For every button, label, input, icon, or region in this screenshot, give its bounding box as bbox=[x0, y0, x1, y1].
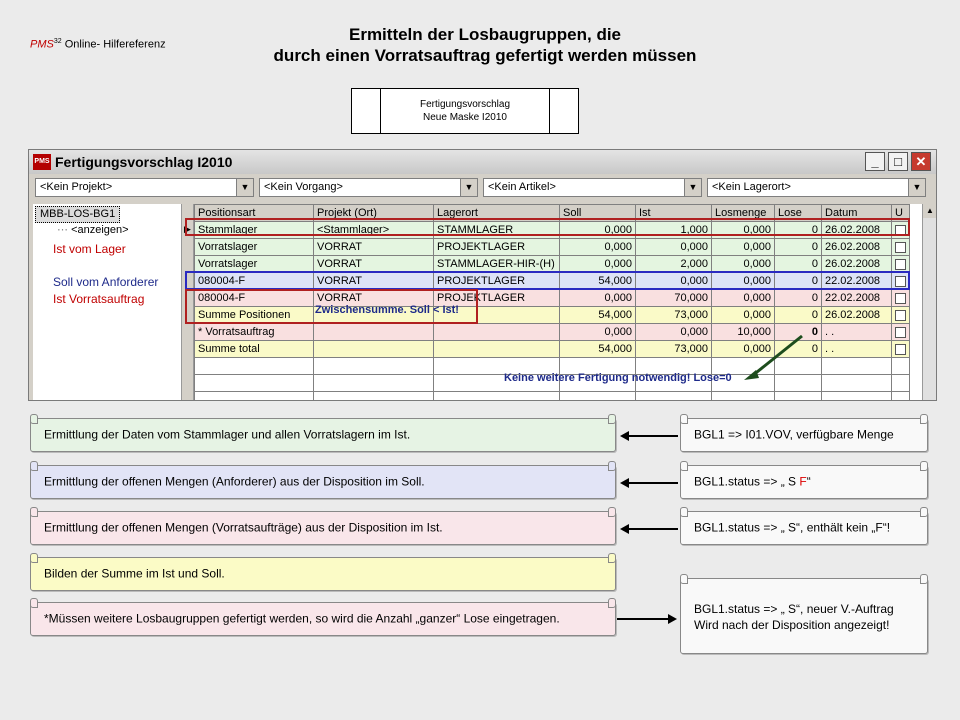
cell-ist[interactable]: 0,000 bbox=[636, 239, 712, 256]
cell-soll[interactable]: 0,000 bbox=[560, 290, 636, 307]
mask-reference-note bbox=[351, 88, 579, 134]
help-reference-label bbox=[30, 38, 166, 51]
cell-lagerort[interactable]: STAMMLAGER-HIR-(H) bbox=[434, 256, 560, 273]
cell-positionsart[interactable]: Summe Positionen bbox=[195, 307, 314, 324]
note-divider-left bbox=[380, 89, 381, 133]
project-select-value: <Kein Projekt> bbox=[40, 181, 113, 193]
cell-u[interactable] bbox=[892, 341, 910, 358]
cell-lagerort[interactable]: STAMMLAGER bbox=[434, 222, 560, 239]
column-header[interactable]: Datum bbox=[822, 205, 892, 222]
tree-child-node[interactable]: ⋯ <anzeigen> bbox=[57, 224, 129, 236]
cell-losmenge[interactable]: 0,000 bbox=[712, 307, 775, 324]
brand-rest: Online- Hilfereferenz bbox=[61, 38, 166, 51]
window-title: Fertigungsvorschlag I2010 bbox=[55, 154, 233, 170]
minimize-button[interactable]: _ bbox=[865, 152, 885, 171]
page-title-line1: Ermitteln der Losbaugruppen, die bbox=[348, 25, 622, 44]
row-checkbox[interactable] bbox=[895, 242, 906, 253]
cell-lose[interactable]: 0 bbox=[775, 307, 822, 324]
note-text: BGL1.status => „ S“, enthält kein „F“! bbox=[694, 520, 891, 535]
maximize-button[interactable]: □ bbox=[888, 152, 908, 171]
highlight-outline-soll bbox=[185, 271, 910, 290]
cell-lose[interactable]: 0 bbox=[775, 256, 822, 273]
arrow-right-icon bbox=[617, 618, 669, 620]
cell-datum[interactable]: 22.02.2008 bbox=[822, 273, 892, 290]
cell-ist[interactable]: 0,000 bbox=[636, 324, 712, 341]
filter-bar bbox=[29, 177, 936, 199]
cell-positionsart[interactable]: Summe total bbox=[195, 341, 314, 358]
cell-projekt[interactable]: <Stammlager> bbox=[314, 222, 434, 239]
page-title-line2: durch einen Vorratsauftrag gefertigt werden müssen bbox=[273, 46, 697, 65]
note-card-requirements bbox=[30, 465, 616, 499]
process-select[interactable] bbox=[259, 178, 478, 197]
note-text: Bilden der Summe im Ist und Soll. bbox=[44, 566, 225, 581]
tree-root-node[interactable]: MBB-LOS-BG1 bbox=[35, 206, 120, 223]
cell-soll[interactable]: 54,000 bbox=[560, 307, 636, 324]
article-select-value: <Kein Artikel> bbox=[488, 181, 556, 193]
cell-losmenge[interactable]: 0,000 bbox=[712, 290, 775, 307]
vertical-scrollbar[interactable] bbox=[922, 204, 937, 400]
cell-losmenge[interactable]: 10,000 bbox=[712, 324, 775, 341]
tree-child-label: <anzeigen> bbox=[71, 224, 129, 236]
note-text bbox=[694, 475, 811, 490]
note-card-lots bbox=[30, 602, 616, 636]
cell-lose[interactable]: 0 bbox=[775, 239, 822, 256]
row-checkbox[interactable] bbox=[895, 310, 906, 321]
note-text: Ermittlung der offenen Mengen (Vorratsaufträge) aus der Disposition im Ist. bbox=[44, 520, 443, 535]
article-select[interactable] bbox=[483, 178, 702, 197]
arrow-left-icon bbox=[628, 528, 678, 530]
storage-location-select[interactable] bbox=[707, 178, 926, 197]
brand-superscript: 32 bbox=[53, 38, 62, 45]
highlight-outline-lager bbox=[185, 218, 910, 236]
app-icon: PMS bbox=[33, 154, 51, 170]
cell-ist[interactable]: 73,000 bbox=[636, 307, 712, 324]
annotation-arrow-icon bbox=[740, 330, 810, 382]
cell-u[interactable] bbox=[892, 239, 910, 256]
column-header[interactable]: Soll bbox=[560, 205, 636, 222]
note-text: *Müssen weitere Losbaugruppen gefertigt werden, so wird die Anzahl „ganzer“ Lose eingetragen. bbox=[44, 611, 560, 626]
status-text-a: BGL1.status => „ S bbox=[694, 474, 800, 489]
row-checkbox[interactable] bbox=[895, 327, 906, 338]
note-text: BGL1 => I01.VOV, verfügbare Menge bbox=[694, 427, 894, 442]
cell-ist[interactable]: 73,000 bbox=[636, 341, 712, 358]
cell-lagerort[interactable]: PROJEKTLAGER bbox=[434, 290, 560, 307]
cell-u[interactable] bbox=[892, 307, 910, 324]
note-text-line1: BGL1.status => „ S“, neuer V.-Auftrag bbox=[694, 602, 894, 616]
window-titlebar[interactable] bbox=[29, 150, 936, 174]
status-text-c: “ bbox=[806, 474, 811, 489]
cell-datum[interactable]: . . bbox=[822, 324, 892, 341]
cell-losmenge[interactable]: 0,000 bbox=[712, 273, 775, 290]
current-row-pointer-icon: ▶ bbox=[184, 224, 191, 234]
cell-positionsart[interactable]: 080004-F bbox=[195, 290, 314, 307]
row-checkbox[interactable] bbox=[895, 344, 906, 355]
cell-lagerort[interactable]: PROJEKTLAGER bbox=[434, 273, 560, 290]
cell-projekt[interactable] bbox=[314, 324, 434, 341]
note-text: Ermittlung der offenen Mengen (Anforderer) aus der Disposition im Soll. bbox=[44, 474, 425, 489]
column-header[interactable]: Lose bbox=[775, 205, 822, 222]
cell-soll[interactable]: 0,000 bbox=[560, 256, 636, 273]
note-card-sum bbox=[30, 557, 616, 591]
label-ist-vorratsauftrag: Ist Vorratsauftrag bbox=[53, 292, 145, 306]
cell-positionsart[interactable]: Vorratslager bbox=[195, 256, 314, 273]
cell-projekt[interactable]: VORRAT bbox=[314, 273, 434, 290]
cell-ist[interactable]: 70,000 bbox=[636, 290, 712, 307]
cell-lagerort[interactable] bbox=[434, 341, 560, 358]
cell-lagerort[interactable] bbox=[434, 324, 560, 341]
table-row[interactable] bbox=[195, 239, 910, 256]
cell-projekt[interactable] bbox=[314, 341, 434, 358]
label-ist-vom-lager: Ist vom Lager bbox=[53, 242, 126, 256]
subtotal-annotation: Zwischensumme. Soll < Ist! bbox=[315, 304, 459, 316]
cell-projekt[interactable]: VORRAT bbox=[314, 256, 434, 273]
chevron-down-icon[interactable]: ▼ bbox=[684, 179, 701, 196]
arrow-left-icon bbox=[628, 435, 678, 437]
cell-positionsart[interactable]: 080004-F bbox=[195, 273, 314, 290]
table-row-empty[interactable] bbox=[195, 392, 910, 402]
cell-ist[interactable]: 1,000 bbox=[636, 222, 712, 239]
cell-soll[interactable]: 0,000 bbox=[560, 324, 636, 341]
arrow-left-icon bbox=[628, 482, 678, 484]
mask-note-line1: Fertigungsvorschlag bbox=[419, 99, 511, 110]
column-header[interactable]: U bbox=[892, 205, 910, 222]
label-soll-vom-anforderer: Soll vom Anforderer bbox=[53, 275, 159, 289]
cell-lose[interactable]: 0 bbox=[775, 273, 822, 290]
cell-soll[interactable]: 0,000 bbox=[560, 239, 636, 256]
no-production-annotation: Keine weitere Fertigung notwendig! Lose=0 bbox=[504, 372, 732, 384]
chevron-down-icon[interactable]: ▼ bbox=[908, 179, 925, 196]
note-text: Ermittlung der Daten vom Stammlager und allen Vorratslagern im Ist. bbox=[44, 427, 411, 442]
note-card-bgl1-new-order bbox=[680, 578, 928, 654]
cell-lose[interactable]: 0 bbox=[775, 290, 822, 307]
cell-u[interactable] bbox=[892, 290, 910, 307]
cell-datum[interactable]: 26.02.2008 bbox=[822, 239, 892, 256]
cell-soll[interactable]: 54,000 bbox=[560, 341, 636, 358]
cell-ist[interactable]: 2,000 bbox=[636, 256, 712, 273]
cell-projekt[interactable]: VORRAT bbox=[314, 239, 434, 256]
note-card-stock-orders bbox=[30, 511, 616, 545]
storage-location-select-value: <Kein Lagerort> bbox=[712, 181, 791, 193]
close-button[interactable]: ✕ bbox=[911, 152, 931, 171]
cell-losmenge[interactable]: 0,000 bbox=[712, 239, 775, 256]
note-card-stock bbox=[30, 418, 616, 452]
note-card-bgl1-status-s bbox=[680, 511, 928, 545]
cell-positionsart[interactable]: * Vorratsauftrag bbox=[195, 324, 314, 341]
cell-ist[interactable]: 0,000 bbox=[636, 273, 712, 290]
column-header[interactable]: Lagerort bbox=[434, 205, 560, 222]
note-card-bgl1-status-sf bbox=[680, 465, 928, 499]
note-divider-right bbox=[549, 89, 550, 133]
cell-u[interactable] bbox=[892, 324, 910, 341]
cell-projekt[interactable]: VORRAT bbox=[314, 290, 434, 307]
cell-lose[interactable]: 0 bbox=[775, 324, 822, 341]
assembly-tree bbox=[33, 204, 181, 400]
chevron-down-icon[interactable]: ▼ bbox=[236, 179, 253, 196]
note-text-line2: Wird nach der Disposition angezeigt! bbox=[694, 618, 890, 632]
status-text-f: F bbox=[799, 474, 807, 489]
chevron-down-icon[interactable]: ▼ bbox=[460, 179, 477, 196]
cell-datum[interactable]: 26.02.2008 bbox=[822, 222, 892, 239]
column-header[interactable]: Projekt (Ort) bbox=[314, 205, 434, 222]
column-header[interactable]: Ist bbox=[636, 205, 712, 222]
cell-losmenge[interactable]: 0,000 bbox=[712, 256, 775, 273]
cell-losmenge[interactable]: 0,000 bbox=[712, 222, 775, 239]
cell-datum[interactable]: . . bbox=[822, 341, 892, 358]
brand-name: PMS bbox=[30, 38, 54, 51]
cell-lose[interactable]: 0 bbox=[775, 222, 822, 239]
row-checkbox[interactable] bbox=[895, 259, 906, 270]
row-checkbox[interactable] bbox=[895, 293, 906, 304]
cell-positionsart[interactable]: Vorratslager bbox=[195, 239, 314, 256]
cell-soll[interactable]: 0,000 bbox=[560, 222, 636, 239]
cell-lagerort[interactable]: PROJEKTLAGER bbox=[434, 239, 560, 256]
cell-soll[interactable]: 54,000 bbox=[560, 273, 636, 290]
cell-datum[interactable]: 22.02.2008 bbox=[822, 290, 892, 307]
mask-note-line2: Neue Maske I2010 bbox=[423, 112, 507, 123]
project-select[interactable] bbox=[35, 178, 254, 197]
scroll-up-icon[interactable]: ▲ bbox=[923, 204, 937, 218]
column-header[interactable]: Losmenge bbox=[712, 205, 775, 222]
column-header[interactable]: Positionsart bbox=[195, 205, 314, 222]
cell-u[interactable] bbox=[892, 256, 910, 273]
cell-losmenge[interactable]: 0,000 bbox=[712, 341, 775, 358]
cell-positionsart[interactable]: Stammlager bbox=[195, 222, 314, 239]
table-row[interactable] bbox=[195, 256, 910, 273]
cell-datum[interactable]: 26.02.2008 bbox=[822, 256, 892, 273]
page-title bbox=[200, 24, 770, 66]
note-card-bgl1-vov bbox=[680, 418, 928, 452]
cell-lose[interactable]: 0 bbox=[775, 341, 822, 358]
cell-datum[interactable]: 26.02.2008 bbox=[822, 307, 892, 324]
process-select-value: <Kein Vorgang> bbox=[264, 181, 343, 193]
